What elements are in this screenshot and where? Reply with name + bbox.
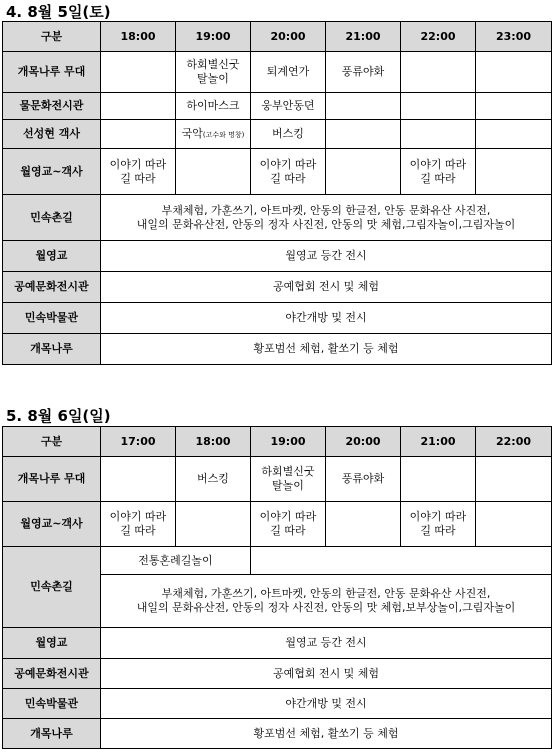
- cell-empty: [176, 149, 251, 195]
- row-label: 개목나루: [3, 719, 101, 749]
- row-label: 월영교: [3, 241, 101, 272]
- header-category: 구분: [3, 22, 101, 52]
- table-row: [3, 241, 552, 272]
- cell-empty: [401, 93, 476, 120]
- cell-event: 하회별신굿 탈놀이: [176, 52, 251, 93]
- row-label: 월영교~객사: [3, 502, 101, 547]
- section-title-aug5: 4. 8월 5일(토): [6, 3, 111, 21]
- header-row: [3, 22, 552, 52]
- cell-empty: [476, 502, 552, 547]
- cell-empty: [101, 93, 176, 120]
- cell-event-wide: 공예협회 전시 및 체험: [101, 659, 552, 689]
- cell-event: 웅부안동뎐: [251, 93, 326, 120]
- header-time: 19:00: [251, 427, 326, 457]
- event-name: 국악: [181, 126, 203, 140]
- cell-empty: [101, 457, 176, 502]
- table-row: [3, 502, 552, 547]
- cell-empty: [326, 502, 401, 547]
- row-label: 개목나루 무대: [3, 52, 101, 93]
- row-label: 민속촌길: [3, 195, 101, 241]
- cell-empty: [476, 120, 552, 149]
- cell-event: 하회별신굿 탈놀이: [251, 457, 326, 502]
- cell-event: 버스킹: [176, 457, 251, 502]
- cell-event: 이야기 따라 길 따라: [401, 502, 476, 547]
- event-note: (고수와 명창): [202, 130, 245, 139]
- section-title-aug6: 5. 8월 6일(일): [6, 407, 111, 425]
- cell-event: 버스킹: [251, 120, 326, 149]
- header-time: 22:00: [476, 427, 552, 457]
- header-time: 23:00: [476, 22, 552, 52]
- row-label: 민속촌길: [3, 547, 101, 628]
- cell-event: 이야기 따라 길 따라: [251, 502, 326, 547]
- header-category: 구분: [3, 427, 101, 457]
- cell-event: 하이마스크: [176, 93, 251, 120]
- cell-empty: [251, 547, 552, 575]
- cell-empty: [476, 457, 552, 502]
- cell-event-wide: 야간개방 및 전시: [101, 303, 552, 334]
- table-row: [3, 628, 552, 659]
- cell-event-wide: 부채체험, 가훈쓰기, 아트마켓, 안동의 한글전, 안동 문화유산 사진전, 내일의 문화유산전, 안동의 정자 사진전, 안동의 맛 체험,보부상놀이,그림자놀이: [101, 575, 552, 628]
- schedule-table-aug6: [2, 426, 552, 749]
- row-label: 선성현 객사: [3, 120, 101, 149]
- header-row: [3, 427, 552, 457]
- row-label: 월영교: [3, 628, 101, 659]
- row-label: 공예문화전시관: [3, 659, 101, 689]
- header-time: 20:00: [251, 22, 326, 52]
- table-row: [3, 719, 552, 749]
- row-label: 월영교~객사: [3, 149, 101, 195]
- row-label: 공예문화전시관: [3, 272, 101, 303]
- table-row: [3, 334, 552, 365]
- header-time: 22:00: [401, 22, 476, 52]
- schedule-table-aug5: [2, 21, 552, 365]
- cell-event-wide: 부채체험, 가훈쓰기, 아트마켓, 안동의 한글전, 안동 문화유산 사진전, 내일의 문화유산전, 안동의 정자 사진전, 안동의 맛 체험,그림자놀이,그림자놀이: [101, 195, 552, 241]
- cell-empty: [476, 149, 552, 195]
- cell-event: 풍류야화: [326, 52, 401, 93]
- header-time: 17:00: [101, 427, 176, 457]
- header-time: 20:00: [326, 427, 401, 457]
- table-row: [3, 93, 552, 120]
- cell-event: [176, 120, 251, 149]
- header-time: 21:00: [401, 427, 476, 457]
- cell-event: 전통혼례길놀이: [101, 547, 251, 575]
- table-row: [3, 149, 552, 195]
- cell-empty: [101, 52, 176, 93]
- cell-empty: [326, 93, 401, 120]
- cell-empty: [401, 457, 476, 502]
- header-time: 21:00: [326, 22, 401, 52]
- table-row: [3, 272, 552, 303]
- header-time: 18:00: [176, 427, 251, 457]
- cell-event-wide: 황포범선 체험, 활쏘기 등 체험: [101, 334, 552, 365]
- cell-event-wide: 야간개방 및 전시: [101, 689, 552, 719]
- table-row: [3, 195, 552, 241]
- cell-event: 이야기 따라 길 따라: [251, 149, 326, 195]
- row-label: 개목나루: [3, 334, 101, 365]
- cell-event-wide: 공예협회 전시 및 체험: [101, 272, 552, 303]
- cell-empty: [476, 93, 552, 120]
- table-row: [3, 457, 552, 502]
- row-label: 민속박물관: [3, 689, 101, 719]
- cell-event: 이야기 따라 길 따라: [101, 502, 176, 547]
- cell-empty: [176, 502, 251, 547]
- table-row: [3, 303, 552, 334]
- cell-empty: [326, 149, 401, 195]
- cell-event: 퇴계연가: [251, 52, 326, 93]
- table-row: [3, 120, 552, 149]
- table-row: [3, 547, 552, 575]
- cell-empty: [326, 120, 401, 149]
- cell-empty: [401, 52, 476, 93]
- cell-empty: [101, 120, 176, 149]
- cell-event: 이야기 따라 길 따라: [401, 149, 476, 195]
- row-label: 물문화전시관: [3, 93, 101, 120]
- header-time: 18:00: [101, 22, 176, 52]
- cell-event-wide: 월영교 등간 전시: [101, 241, 552, 272]
- header-time: 19:00: [176, 22, 251, 52]
- cell-empty: [401, 120, 476, 149]
- table-row: [3, 659, 552, 689]
- table-row: [3, 689, 552, 719]
- row-label: 개목나루 무대: [3, 457, 101, 502]
- cell-empty: [476, 52, 552, 93]
- row-label: 민속박물관: [3, 303, 101, 334]
- cell-event: 이야기 따라 길 따라: [101, 149, 176, 195]
- cell-event-wide: 황포범선 체험, 활쏘기 등 체험: [101, 719, 552, 749]
- cell-event-wide: 월영교 등간 전시: [101, 628, 552, 659]
- table-row: [3, 52, 552, 93]
- cell-event: 풍류야화: [326, 457, 401, 502]
